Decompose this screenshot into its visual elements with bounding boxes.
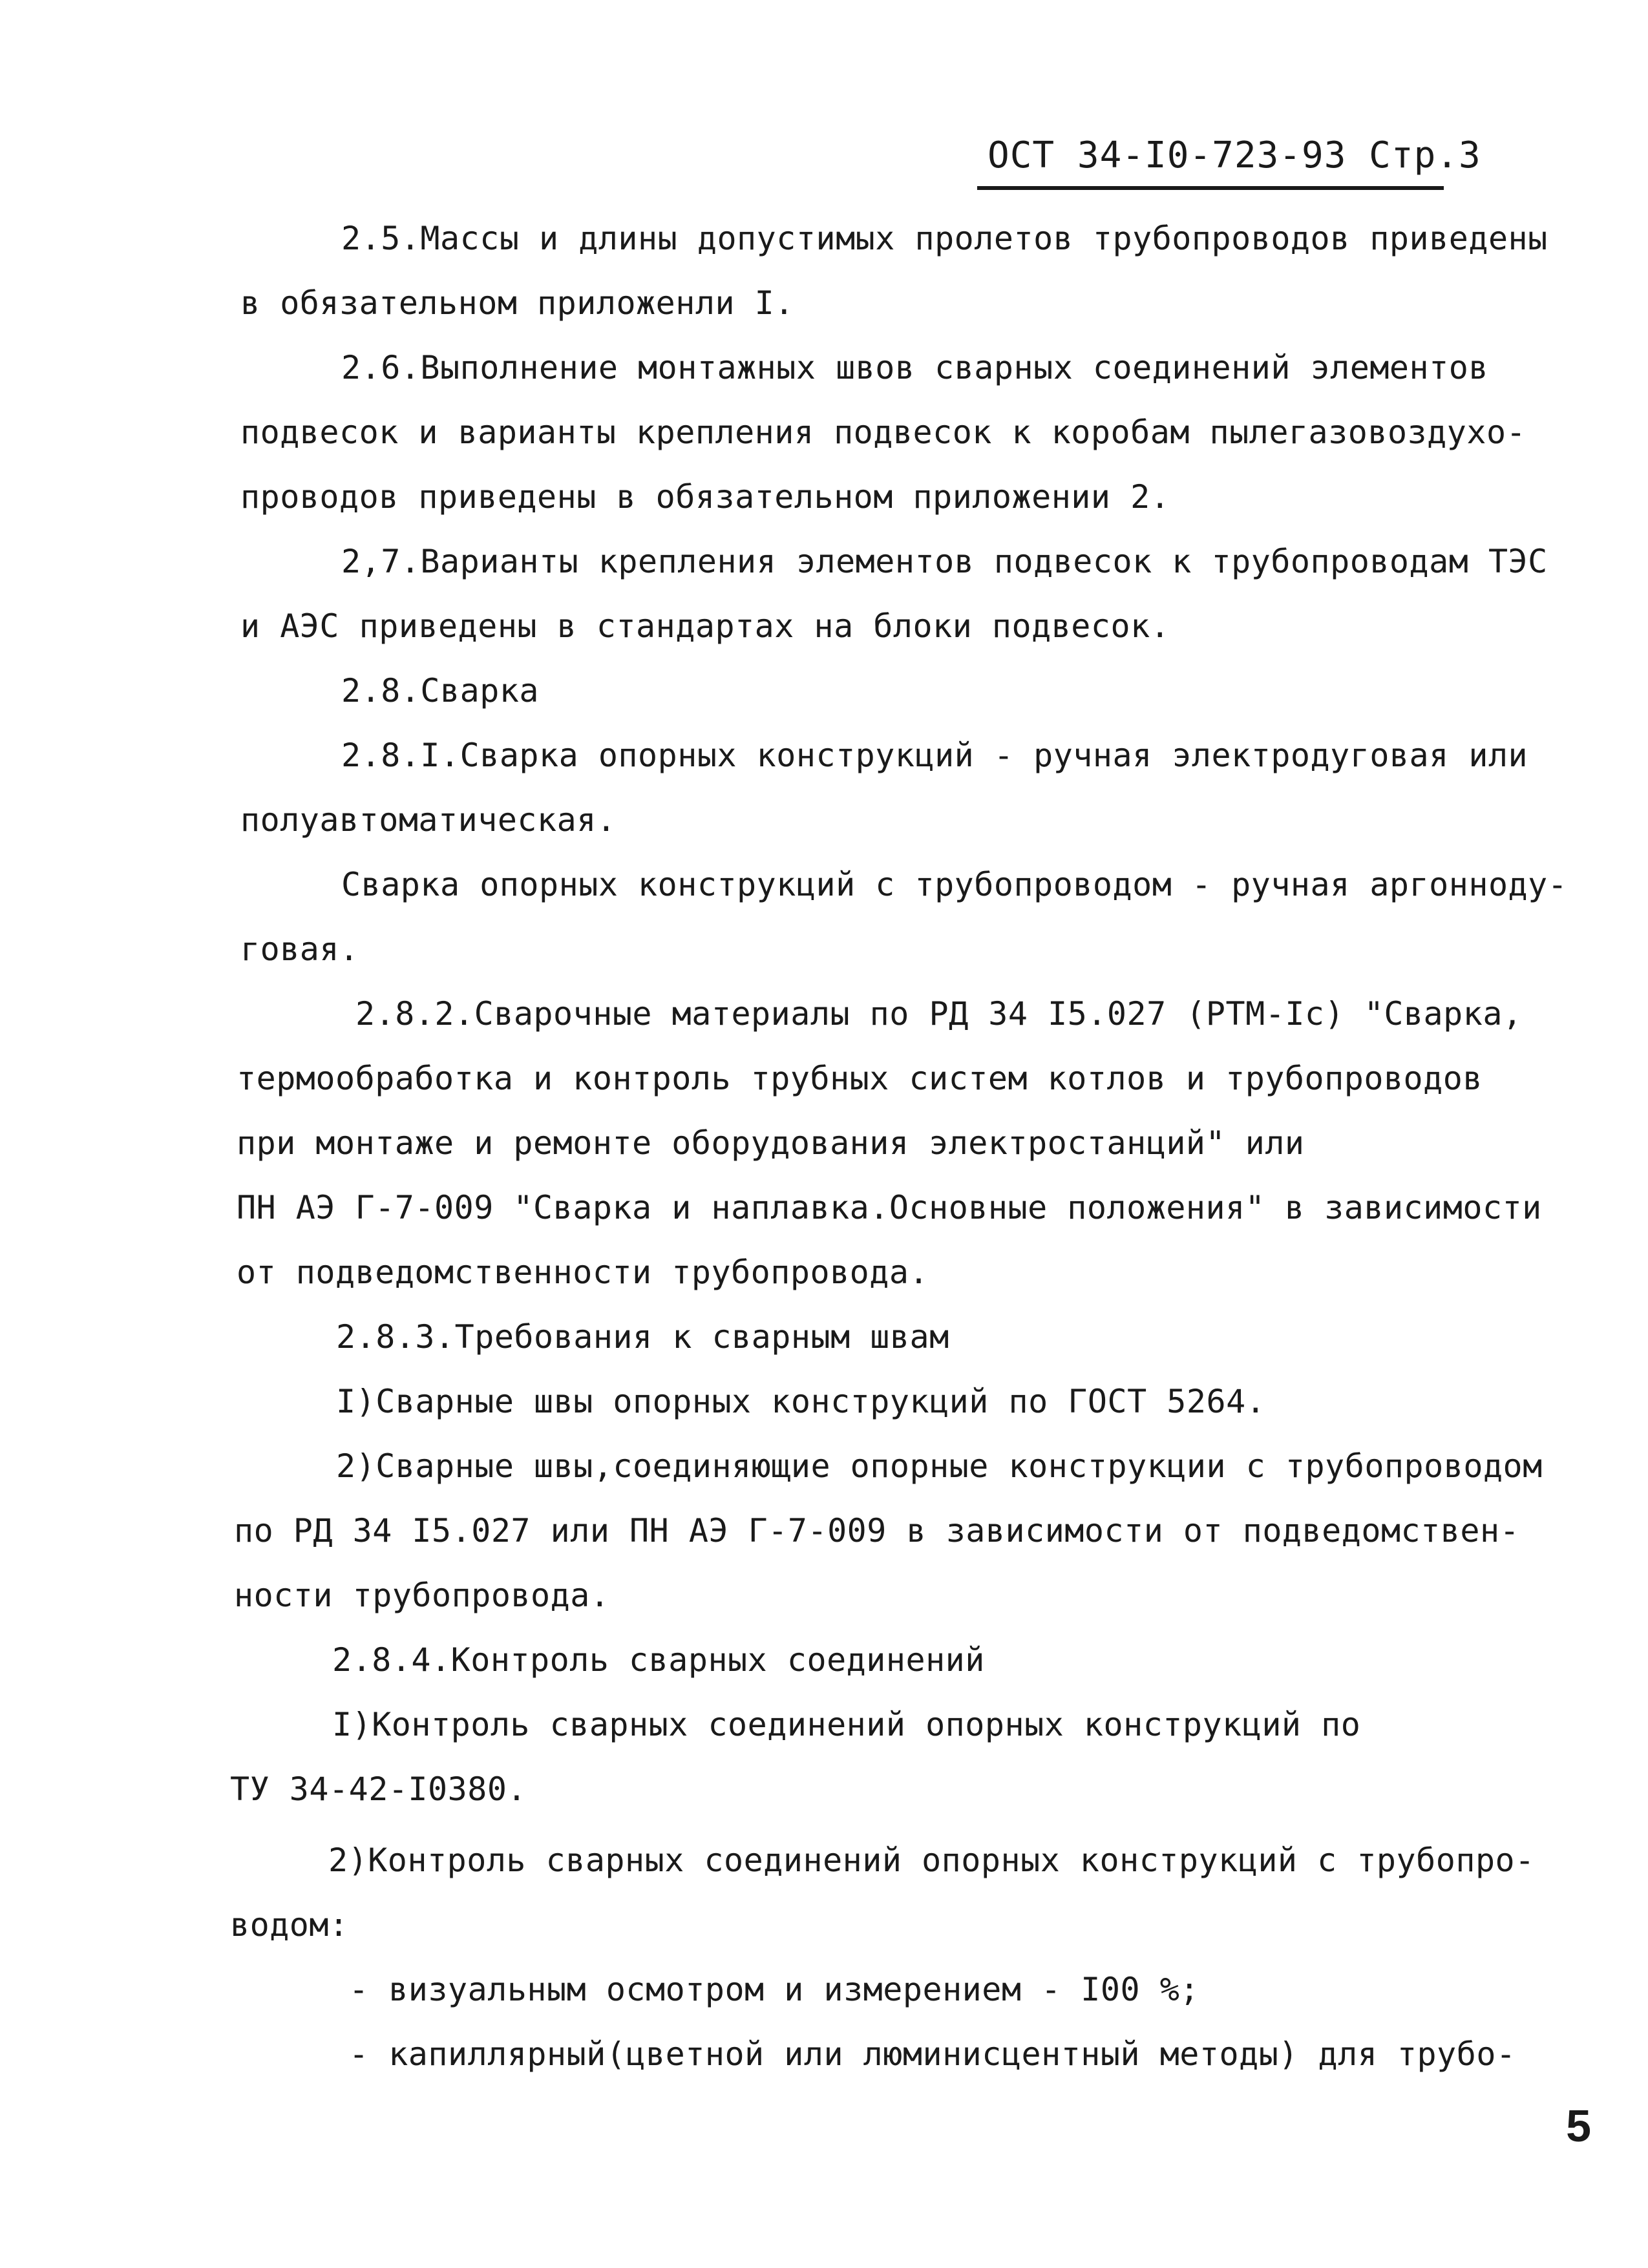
text-line: говая.: [240, 930, 359, 968]
text-line: - визуальным осмотром и измерением - I00 %;: [349, 1971, 1199, 2008]
text-line: подвесок и варианты крепления подвесок к коробам пылегазовоздухо-: [240, 414, 1527, 451]
text-line: в обязательном приложенли I.: [240, 284, 794, 322]
header-underline: [977, 186, 1444, 190]
text-line: ТУ 34-42-I0380.: [230, 1770, 527, 1808]
text-line: 2.8.2.Сварочные материалы по РД 34 I5.027 (РТМ-Iс) "Сварка,: [355, 995, 1523, 1033]
text-line: полуавтоматическая.: [240, 801, 617, 839]
text-line: 2)Контроль сварных соединений опорных конструкций с трубопро-: [328, 1842, 1535, 1879]
text-line: 2,7.Варианты крепления элементов подвесок к трубопроводам ТЭС: [341, 543, 1548, 580]
text-line: проводов приведены в обязательном приложении 2.: [240, 478, 1170, 516]
text-line: I)Контроль сварных соединений опорных конструкций по: [332, 1706, 1361, 1743]
text-line: ПН АЭ Г-7-009 "Сварка и наплавка.Основные положения" в зависимости: [237, 1189, 1542, 1226]
page-header: ОСТ 34-I0-723-93 Стр.3: [988, 134, 1481, 176]
text-line: Сварка опорных конструкций с трубопроводом - ручная аргонноду-: [341, 866, 1568, 903]
text-line: по РД 34 I5.027 или ПН АЭ Г-7-009 в зависимости от подведомствен-: [234, 1512, 1520, 1549]
text-line: 2.8.Сварка: [341, 672, 540, 709]
text-line: термообработка и контроль трубных систем котлов и трубопроводов: [237, 1060, 1483, 1097]
text-line: от подведомственности трубопровода.: [237, 1254, 929, 1291]
text-line: 2.6.Выполнение монтажных швов сварных соединений элементов: [341, 349, 1488, 386]
text-line: ности трубопровода.: [234, 1577, 610, 1614]
text-line: 2)Сварные швы,соединяющие опорные конструкции с трубопроводом: [336, 1447, 1543, 1485]
text-line: 2.8.I.Сварка опорных конструкций - ручная электродуговая или: [341, 737, 1528, 774]
text-line: водом:: [230, 1906, 349, 1944]
text-line: и АЭС приведены в стандартах на блоки подвесок.: [240, 607, 1170, 645]
text-line: при монтаже и ремонте оборудования электростанций" или: [237, 1124, 1305, 1162]
text-line: 2.8.4.Контроль сварных соединений: [332, 1641, 985, 1679]
text-line: I)Сварные швы опорных конструкций по ГОСТ 5264.: [336, 1383, 1266, 1420]
text-line: 2.5.Массы и длины допустимых пролетов трубопроводов приведены: [341, 220, 1548, 257]
page-number: 5: [1566, 2101, 1591, 2151]
text-line: - капиллярный(цветной или люминисцентный методы) для трубо-: [349, 2035, 1516, 2073]
text-line: 2.8.3.Требования к сварным швам: [336, 1318, 949, 1356]
